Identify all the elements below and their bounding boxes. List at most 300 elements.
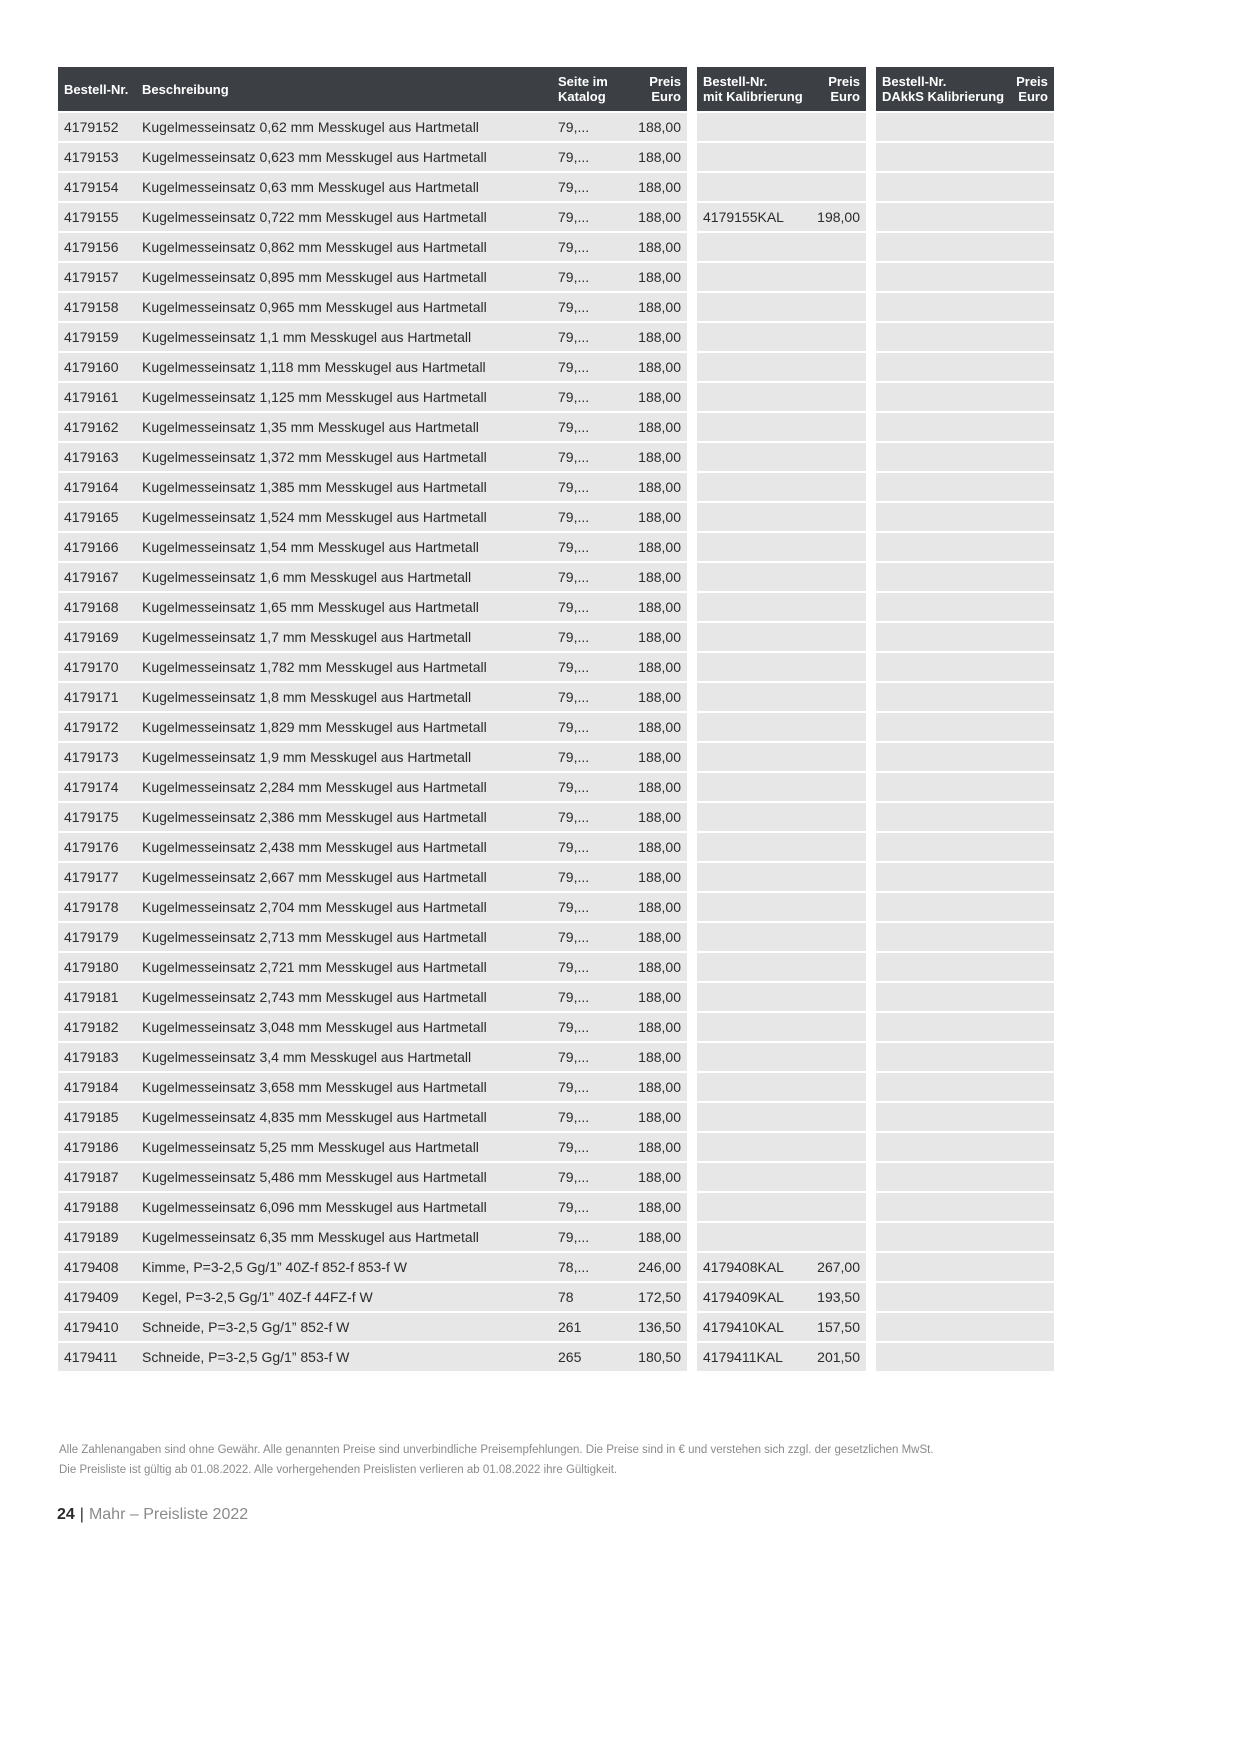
cell-kal-bestell-nr	[697, 773, 809, 801]
cell-kal-preis	[809, 383, 866, 411]
kal-table-row	[697, 833, 866, 861]
cell-dakks-preis	[1010, 563, 1054, 591]
dakks-table-row	[876, 203, 1054, 231]
cell-seite: 79,...	[552, 473, 620, 501]
kal-table-row	[697, 443, 866, 471]
cell-preis: 188,00	[620, 623, 687, 651]
cell-seite: 79,...	[552, 683, 620, 711]
table-row	[58, 953, 687, 981]
cell-seite: 79,...	[552, 1013, 620, 1041]
header-dakks-preis-euro: Preis Euro	[1010, 67, 1054, 111]
cell-kal-bestell-nr	[697, 833, 809, 861]
table-row	[58, 113, 687, 141]
cell-seite: 79,...	[552, 1223, 620, 1251]
cell-dakks-preis	[1010, 473, 1054, 501]
cell-dakks-preis	[1010, 683, 1054, 711]
header-kal-bestell-nr: Bestell-Nr. mit Kalibrierung	[697, 67, 809, 111]
cell-dakks-preis	[1010, 533, 1054, 561]
cell-dakks-bestell-nr	[876, 293, 1010, 321]
cell-dakks-preis	[1010, 1283, 1054, 1311]
cell-preis: 188,00	[620, 113, 687, 141]
cell-bestell-nr: 4179172	[58, 713, 136, 741]
cell-seite: 79,...	[552, 413, 620, 441]
dakks-table-row	[876, 503, 1054, 531]
dakks-table-row	[876, 653, 1054, 681]
cell-dakks-bestell-nr	[876, 263, 1010, 291]
cell-dakks-preis	[1010, 1193, 1054, 1221]
cell-kal-preis: 193,50	[809, 1283, 866, 1311]
dakks-table-row	[876, 293, 1054, 321]
table-row	[58, 503, 687, 531]
dakks-table-row	[876, 1073, 1054, 1101]
kal-table-row	[697, 953, 866, 981]
cell-beschreibung: Kugelmesseinsatz 6,096 mm Messkugel aus Hartmetall	[136, 1193, 552, 1221]
cell-kal-preis	[809, 953, 866, 981]
cell-preis: 136,50	[620, 1313, 687, 1341]
kal-table-row	[697, 473, 866, 501]
cell-dakks-preis	[1010, 803, 1054, 831]
dakks-table-row	[876, 743, 1054, 771]
cell-kal-preis	[809, 863, 866, 891]
cell-preis: 188,00	[620, 1163, 687, 1191]
cell-bestell-nr: 4179166	[58, 533, 136, 561]
kal-table-row	[697, 323, 866, 351]
table-row	[58, 1103, 687, 1131]
dakks-table-row	[876, 1013, 1054, 1041]
cell-dakks-bestell-nr	[876, 863, 1010, 891]
cell-preis: 188,00	[620, 863, 687, 891]
kal-table-row	[697, 1253, 866, 1281]
disclaimer-line-2: Die Preisliste ist gültig ab 01.08.2022. Alle vorhergehenden Preislisten verlieren ab 01.08.2022 ihre Gültigkeit.	[59, 1464, 618, 1476]
dakks-table-row	[876, 383, 1054, 411]
cell-seite: 261	[552, 1313, 620, 1341]
table-row	[58, 1043, 687, 1071]
cell-kal-preis	[809, 323, 866, 351]
page-number: 24	[57, 1506, 75, 1523]
dakks-table-row	[876, 1253, 1054, 1281]
cell-dakks-preis	[1010, 293, 1054, 321]
cell-dakks-bestell-nr	[876, 1223, 1010, 1251]
cell-kal-preis	[809, 503, 866, 531]
cell-preis: 188,00	[620, 743, 687, 771]
cell-dakks-bestell-nr	[876, 1103, 1010, 1131]
dakks-table-row	[876, 1133, 1054, 1161]
cell-kal-bestell-nr	[697, 863, 809, 891]
cell-beschreibung: Kugelmesseinsatz 5,25 mm Messkugel aus Hartmetall	[136, 1133, 552, 1161]
cell-dakks-preis	[1010, 233, 1054, 261]
cell-dakks-bestell-nr	[876, 563, 1010, 591]
cell-kal-bestell-nr	[697, 143, 809, 171]
cell-kal-preis	[809, 1043, 866, 1071]
table-row	[58, 1013, 687, 1041]
cell-kal-bestell-nr	[697, 1193, 809, 1221]
cell-kal-preis	[809, 983, 866, 1011]
dakks-table-row	[876, 863, 1054, 891]
cell-bestell-nr: 4179184	[58, 1073, 136, 1101]
cell-beschreibung: Kugelmesseinsatz 0,63 mm Messkugel aus Hartmetall	[136, 173, 552, 201]
kal-table-row	[697, 623, 866, 651]
cell-bestell-nr: 4179411	[58, 1343, 136, 1371]
header-kal-preis-euro: Preis Euro	[809, 67, 866, 111]
cell-preis: 188,00	[620, 683, 687, 711]
table-row	[58, 203, 687, 231]
cell-bestell-nr: 4179179	[58, 923, 136, 951]
dakks-table-row	[876, 473, 1054, 501]
dakks-table-row	[876, 1163, 1054, 1191]
cell-kal-bestell-nr: 4179410KAL	[697, 1313, 809, 1341]
cell-kal-bestell-nr	[697, 623, 809, 651]
cell-seite: 79,...	[552, 1133, 620, 1161]
cell-seite: 79,...	[552, 623, 620, 651]
kal-table-row	[697, 743, 866, 771]
cell-beschreibung: Kugelmesseinsatz 0,62 mm Messkugel aus Hartmetall	[136, 113, 552, 141]
cell-dakks-preis	[1010, 833, 1054, 861]
cell-kal-bestell-nr	[697, 683, 809, 711]
cell-dakks-bestell-nr	[876, 173, 1010, 201]
cell-preis: 188,00	[620, 293, 687, 321]
cell-kal-preis	[809, 683, 866, 711]
cell-beschreibung: Kugelmesseinsatz 0,722 mm Messkugel aus Hartmetall	[136, 203, 552, 231]
cell-preis: 188,00	[620, 473, 687, 501]
kal-table-row	[697, 1343, 866, 1371]
cell-seite: 79,...	[552, 143, 620, 171]
kal-table-row	[697, 143, 866, 171]
cell-kal-bestell-nr	[697, 413, 809, 441]
table-row	[58, 713, 687, 741]
kal-table-row	[697, 863, 866, 891]
cell-kal-preis	[809, 1223, 866, 1251]
table-row	[58, 563, 687, 591]
cell-bestell-nr: 4179185	[58, 1103, 136, 1131]
table-row	[58, 1343, 687, 1371]
table-row	[58, 863, 687, 891]
cell-preis: 188,00	[620, 173, 687, 201]
kal-table-row	[697, 383, 866, 411]
kal-table-row	[697, 353, 866, 381]
cell-preis: 188,00	[620, 1043, 687, 1071]
cell-dakks-bestell-nr	[876, 833, 1010, 861]
cell-seite: 79,...	[552, 113, 620, 141]
table-row	[58, 533, 687, 561]
cell-dakks-preis	[1010, 893, 1054, 921]
cell-kal-preis	[809, 473, 866, 501]
cell-bestell-nr: 4179177	[58, 863, 136, 891]
cell-kal-preis	[809, 623, 866, 651]
cell-preis: 188,00	[620, 1193, 687, 1221]
cell-kal-preis	[809, 893, 866, 921]
cell-dakks-preis	[1010, 203, 1054, 231]
cell-kal-preis	[809, 593, 866, 621]
kalibrierung-price-table	[697, 65, 866, 1373]
table-row	[58, 1253, 687, 1281]
cell-dakks-bestell-nr	[876, 233, 1010, 261]
cell-dakks-preis	[1010, 863, 1054, 891]
dakks-table-row	[876, 803, 1054, 831]
cell-kal-preis	[809, 1103, 866, 1131]
cell-seite: 79,...	[552, 953, 620, 981]
cell-dakks-bestell-nr	[876, 773, 1010, 801]
dakks-table-row	[876, 683, 1054, 711]
kal-table-row	[697, 563, 866, 591]
cell-dakks-preis	[1010, 1073, 1054, 1101]
cell-preis: 188,00	[620, 923, 687, 951]
cell-kal-preis	[809, 1013, 866, 1041]
dakks-table-row	[876, 143, 1054, 171]
cell-seite: 78	[552, 1283, 620, 1311]
cell-dakks-bestell-nr	[876, 803, 1010, 831]
cell-dakks-bestell-nr	[876, 1343, 1010, 1371]
dakks-table-row	[876, 623, 1054, 651]
dakks-table-row	[876, 1283, 1054, 1311]
cell-preis: 188,00	[620, 653, 687, 681]
cell-dakks-bestell-nr	[876, 983, 1010, 1011]
cell-beschreibung: Kugelmesseinsatz 2,386 mm Messkugel aus Hartmetall	[136, 803, 552, 831]
cell-kal-preis	[809, 1163, 866, 1191]
cell-seite: 265	[552, 1343, 620, 1371]
header-bestell-nr: Bestell-Nr.	[58, 67, 136, 111]
dakks-table-row	[876, 533, 1054, 561]
cell-dakks-preis	[1010, 743, 1054, 771]
cell-kal-bestell-nr	[697, 593, 809, 621]
cell-beschreibung: Kugelmesseinsatz 2,713 mm Messkugel aus Hartmetall	[136, 923, 552, 951]
cell-preis: 188,00	[620, 353, 687, 381]
table-row	[58, 353, 687, 381]
dakks-table-row	[876, 1313, 1054, 1341]
cell-seite: 78,...	[552, 1253, 620, 1281]
cell-kal-preis	[809, 143, 866, 171]
cell-seite: 79,...	[552, 203, 620, 231]
cell-seite: 79,...	[552, 443, 620, 471]
cell-preis: 188,00	[620, 533, 687, 561]
cell-seite: 79,...	[552, 1163, 620, 1191]
table-row	[58, 1283, 687, 1311]
cell-kal-bestell-nr	[697, 503, 809, 531]
cell-bestell-nr: 4179175	[58, 803, 136, 831]
kal-table-row	[697, 413, 866, 441]
cell-bestell-nr: 4179180	[58, 953, 136, 981]
cell-dakks-bestell-nr	[876, 1163, 1010, 1191]
header-preis-euro: Preis Euro	[620, 67, 687, 111]
cell-seite: 79,...	[552, 383, 620, 411]
cell-beschreibung: Kimme, P=3-2,5 Gg/1” 40Z-f 852-f 853-f W	[136, 1253, 552, 1281]
cell-dakks-bestell-nr	[876, 1283, 1010, 1311]
cell-beschreibung: Kugelmesseinsatz 0,895 mm Messkugel aus Hartmetall	[136, 263, 552, 291]
document-title: Mahr – Preisliste 2022	[88, 1506, 249, 1523]
cell-beschreibung: Schneide, P=3-2,5 Gg/1” 853-f W	[136, 1343, 552, 1371]
cell-preis: 188,00	[620, 203, 687, 231]
cell-kal-preis	[809, 563, 866, 591]
table-row	[58, 773, 687, 801]
cell-kal-bestell-nr	[697, 173, 809, 201]
cell-kal-preis	[809, 233, 866, 261]
cell-bestell-nr: 4179186	[58, 1133, 136, 1161]
cell-bestell-nr: 4179182	[58, 1013, 136, 1041]
cell-beschreibung: Kugelmesseinsatz 4,835 mm Messkugel aus Hartmetall	[136, 1103, 552, 1131]
cell-dakks-preis	[1010, 383, 1054, 411]
cell-dakks-bestell-nr	[876, 743, 1010, 771]
cell-bestell-nr: 4179173	[58, 743, 136, 771]
cell-kal-preis	[809, 113, 866, 141]
cell-dakks-bestell-nr	[876, 113, 1010, 141]
kal-table-row	[697, 1103, 866, 1131]
cell-preis: 188,00	[620, 1103, 687, 1131]
cell-bestell-nr: 4179152	[58, 113, 136, 141]
dakks-price-table	[876, 65, 1054, 1373]
cell-preis: 172,50	[620, 1283, 687, 1311]
cell-kal-bestell-nr	[697, 353, 809, 381]
cell-beschreibung: Kugelmesseinsatz 3,658 mm Messkugel aus Hartmetall	[136, 1073, 552, 1101]
cell-beschreibung: Kugelmesseinsatz 2,284 mm Messkugel aus Hartmetall	[136, 773, 552, 801]
cell-kal-bestell-nr	[697, 803, 809, 831]
cell-bestell-nr: 4179163	[58, 443, 136, 471]
cell-kal-preis	[809, 1073, 866, 1101]
cell-beschreibung: Kugelmesseinsatz 1,9 mm Messkugel aus Hartmetall	[136, 743, 552, 771]
cell-kal-preis: 198,00	[809, 203, 866, 231]
cell-dakks-bestell-nr	[876, 1193, 1010, 1221]
cell-kal-preis: 267,00	[809, 1253, 866, 1281]
dakks-table-row	[876, 593, 1054, 621]
dakks-table-row	[876, 233, 1054, 261]
cell-beschreibung: Kugelmesseinsatz 3,4 mm Messkugel aus Hartmetall	[136, 1043, 552, 1071]
cell-kal-bestell-nr: 4179408KAL	[697, 1253, 809, 1281]
cell-kal-preis	[809, 1193, 866, 1221]
cell-kal-bestell-nr	[697, 1163, 809, 1191]
cell-seite: 79,...	[552, 1073, 620, 1101]
cell-bestell-nr: 4179165	[58, 503, 136, 531]
cell-kal-bestell-nr	[697, 443, 809, 471]
cell-seite: 79,...	[552, 833, 620, 861]
table-row	[58, 593, 687, 621]
cell-kal-preis	[809, 773, 866, 801]
main-table-header-row	[58, 67, 687, 111]
cell-seite: 79,...	[552, 773, 620, 801]
cell-bestell-nr: 4179160	[58, 353, 136, 381]
kal-table-row	[697, 1133, 866, 1161]
cell-kal-preis	[809, 653, 866, 681]
cell-dakks-preis	[1010, 923, 1054, 951]
cell-beschreibung: Kugelmesseinsatz 1,8 mm Messkugel aus Hartmetall	[136, 683, 552, 711]
kal-table-row	[697, 653, 866, 681]
cell-seite: 79,...	[552, 743, 620, 771]
cell-kal-bestell-nr	[697, 713, 809, 741]
cell-preis: 188,00	[620, 1073, 687, 1101]
cell-beschreibung: Kugelmesseinsatz 1,125 mm Messkugel aus Hartmetall	[136, 383, 552, 411]
cell-kal-bestell-nr	[697, 983, 809, 1011]
cell-kal-bestell-nr	[697, 383, 809, 411]
cell-kal-bestell-nr	[697, 953, 809, 981]
cell-dakks-bestell-nr	[876, 1253, 1010, 1281]
cell-bestell-nr: 4179153	[58, 143, 136, 171]
table-row	[58, 803, 687, 831]
cell-dakks-preis	[1010, 1343, 1054, 1371]
table-row	[58, 683, 687, 711]
price-tables	[58, 67, 1054, 1373]
dakks-table-row	[876, 263, 1054, 291]
cell-bestell-nr: 4179170	[58, 653, 136, 681]
cell-bestell-nr: 4179157	[58, 263, 136, 291]
cell-bestell-nr: 4179159	[58, 323, 136, 351]
cell-kal-preis	[809, 443, 866, 471]
cell-beschreibung: Kugelmesseinsatz 2,667 mm Messkugel aus Hartmetall	[136, 863, 552, 891]
cell-beschreibung: Kugelmesseinsatz 2,704 mm Messkugel aus Hartmetall	[136, 893, 552, 921]
cell-kal-preis	[809, 743, 866, 771]
cell-dakks-preis	[1010, 1133, 1054, 1161]
cell-dakks-preis	[1010, 593, 1054, 621]
cell-beschreibung: Kugelmesseinsatz 1,782 mm Messkugel aus Hartmetall	[136, 653, 552, 681]
cell-beschreibung: Kugelmesseinsatz 2,438 mm Messkugel aus Hartmetall	[136, 833, 552, 861]
kal-table-row	[697, 1283, 866, 1311]
cell-dakks-bestell-nr	[876, 1013, 1010, 1041]
table-row	[58, 233, 687, 261]
dakks-table-row	[876, 773, 1054, 801]
cell-dakks-bestell-nr	[876, 893, 1010, 921]
cell-kal-bestell-nr	[697, 473, 809, 501]
cell-beschreibung: Kugelmesseinsatz 1,372 mm Messkugel aus Hartmetall	[136, 443, 552, 471]
table-row	[58, 173, 687, 201]
cell-kal-bestell-nr	[697, 323, 809, 351]
cell-dakks-preis	[1010, 653, 1054, 681]
cell-bestell-nr: 4179189	[58, 1223, 136, 1251]
cell-beschreibung: Kugelmesseinsatz 1,6 mm Messkugel aus Hartmetall	[136, 563, 552, 591]
cell-kal-preis	[809, 293, 866, 321]
cell-bestell-nr: 4179409	[58, 1283, 136, 1311]
cell-kal-preis: 157,50	[809, 1313, 866, 1341]
cell-preis: 188,00	[620, 263, 687, 291]
cell-beschreibung: Kugelmesseinsatz 1,385 mm Messkugel aus Hartmetall	[136, 473, 552, 501]
kal-table-row	[697, 203, 866, 231]
cell-beschreibung: Kugelmesseinsatz 1,65 mm Messkugel aus Hartmetall	[136, 593, 552, 621]
cell-dakks-bestell-nr	[876, 1313, 1010, 1341]
cell-kal-preis	[809, 263, 866, 291]
cell-bestell-nr: 4179183	[58, 1043, 136, 1071]
kal-table-row	[697, 1193, 866, 1221]
cell-kal-preis: 201,50	[809, 1343, 866, 1371]
cell-seite: 79,...	[552, 1103, 620, 1131]
cell-beschreibung: Kugelmesseinsatz 1,1 mm Messkugel aus Hartmetall	[136, 323, 552, 351]
cell-dakks-bestell-nr	[876, 1073, 1010, 1101]
table-row	[58, 833, 687, 861]
kal-table-row	[697, 1223, 866, 1251]
cell-bestell-nr: 4179174	[58, 773, 136, 801]
cell-bestell-nr: 4179181	[58, 983, 136, 1011]
dakks-table-row	[876, 1043, 1054, 1071]
dakks-table-row	[876, 413, 1054, 441]
dakks-table-row	[876, 953, 1054, 981]
cell-beschreibung: Kugelmesseinsatz 6,35 mm Messkugel aus Hartmetall	[136, 1223, 552, 1251]
kal-table-row	[697, 1163, 866, 1191]
dakks-table-row	[876, 1223, 1054, 1251]
cell-bestell-nr: 4179155	[58, 203, 136, 231]
kal-table-row	[697, 503, 866, 531]
cell-kal-preis	[809, 713, 866, 741]
dakks-table-row	[876, 1193, 1054, 1221]
cell-kal-bestell-nr	[697, 743, 809, 771]
table-row	[58, 383, 687, 411]
cell-seite: 79,...	[552, 1043, 620, 1071]
cell-dakks-bestell-nr	[876, 653, 1010, 681]
cell-bestell-nr: 4179169	[58, 623, 136, 651]
kal-table-row	[697, 1043, 866, 1071]
cell-dakks-bestell-nr	[876, 443, 1010, 471]
cell-kal-bestell-nr	[697, 1073, 809, 1101]
cell-beschreibung: Kugelmesseinsatz 1,524 mm Messkugel aus Hartmetall	[136, 503, 552, 531]
table-row	[58, 1133, 687, 1161]
cell-preis: 188,00	[620, 563, 687, 591]
cell-seite: 79,...	[552, 1193, 620, 1221]
cell-bestell-nr: 4179158	[58, 293, 136, 321]
cell-dakks-bestell-nr	[876, 1133, 1010, 1161]
cell-kal-bestell-nr: 4179155KAL	[697, 203, 809, 231]
